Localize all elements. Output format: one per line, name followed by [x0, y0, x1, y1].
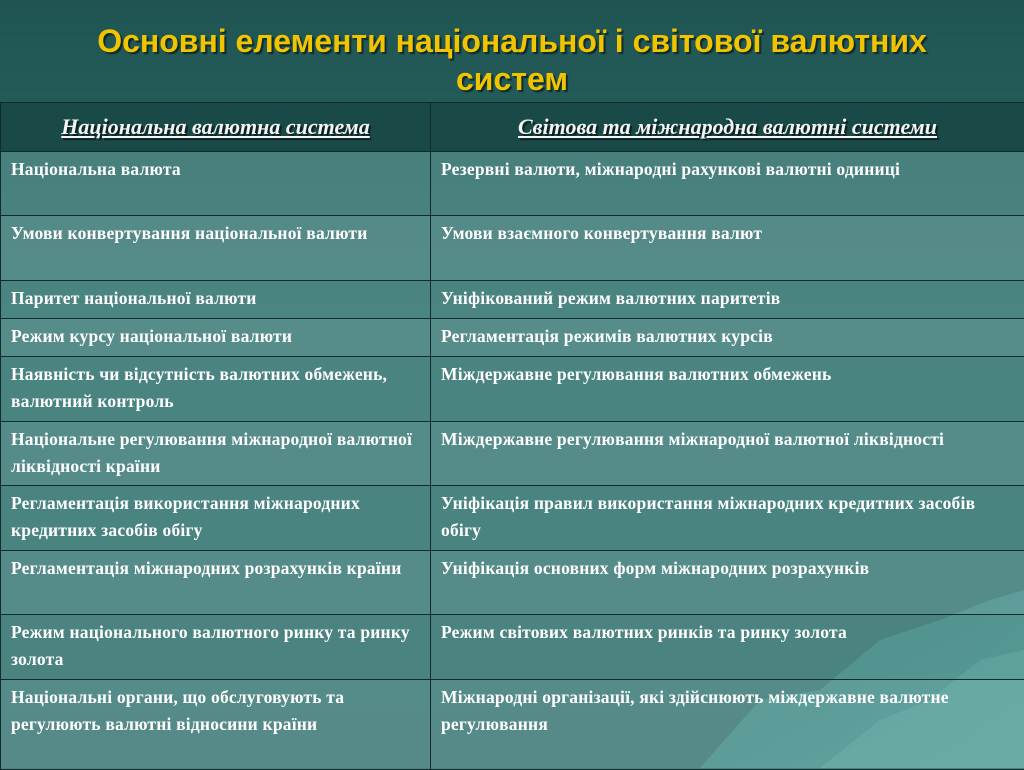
table-row: [1, 216, 1024, 281]
table-cell-right: Уніфікація правил використання міжнародних кредитних засобів обігу: [431, 486, 1024, 551]
table-row: [1, 615, 1024, 680]
table-row: [1, 551, 1024, 615]
table-row: [1, 319, 1024, 357]
slide-title: [0, 22, 1024, 98]
table-cell-left: Режим національного валютного ринку та ринку золота: [1, 615, 431, 680]
table-cell-left: Регламентація використання міжнародних кредитних засобів обігу: [1, 486, 431, 551]
table-cell-left: Режим курсу національної валюти: [1, 319, 431, 357]
table-cell-left: Умови конвертування національної валюти: [1, 216, 431, 281]
table-row: [1, 486, 1024, 551]
table-cell-left: Національне регулювання міжнародної валютної ліквідності країни: [1, 422, 431, 486]
table-row: [1, 281, 1024, 319]
slide-title-line-2: систем: [0, 60, 1024, 98]
table-cell-right: Міждержавне регулювання міжнародної валютної ліквідності: [431, 422, 1024, 486]
slide-title-line-1: Основні елементи національної і світової валютних: [0, 22, 1024, 60]
table-cell-right: Умови взаємного конвертування валют: [431, 216, 1024, 281]
table-cell-left: Національні органи, що обслуговують та регулюють валютні відносини країни: [1, 680, 431, 770]
table-cell-left: Паритет національної валюти: [1, 281, 431, 319]
comparison-table: [0, 102, 1024, 770]
header-national-system: Національна валютна система: [1, 103, 431, 152]
table-cell-right: Резервні валюти, міжнародні рахункові валютні одиниці: [431, 152, 1024, 216]
table-header-row: [1, 103, 1024, 152]
table-cell-right: Уніфікація основних форм міжнародних розрахунків: [431, 551, 1024, 615]
table-cell-right: Режим світових валютних ринків та ринку золота: [431, 615, 1024, 680]
table-row: [1, 680, 1024, 770]
header-world-system: Світова та міжнародна валютні системи: [431, 103, 1024, 152]
table-cell-left: Національна валюта: [1, 152, 431, 216]
table-cell-left: Регламентація міжнародних розрахунків країни: [1, 551, 431, 615]
table-cell-left: Наявність чи відсутність валютних обмежень, валютний контроль: [1, 357, 431, 422]
table-row: [1, 422, 1024, 486]
table-row: [1, 357, 1024, 422]
table-cell-right: Міжнародні організації, які здійснюють міждержавне валютне регулювання: [431, 680, 1024, 770]
table-cell-right: Регламентація режимів валютних курсів: [431, 319, 1024, 357]
table-cell-right: Уніфікований режим валютних паритетів: [431, 281, 1024, 319]
table-row: [1, 152, 1024, 216]
table-cell-right: Міждержавне регулювання валютних обмежень: [431, 357, 1024, 422]
